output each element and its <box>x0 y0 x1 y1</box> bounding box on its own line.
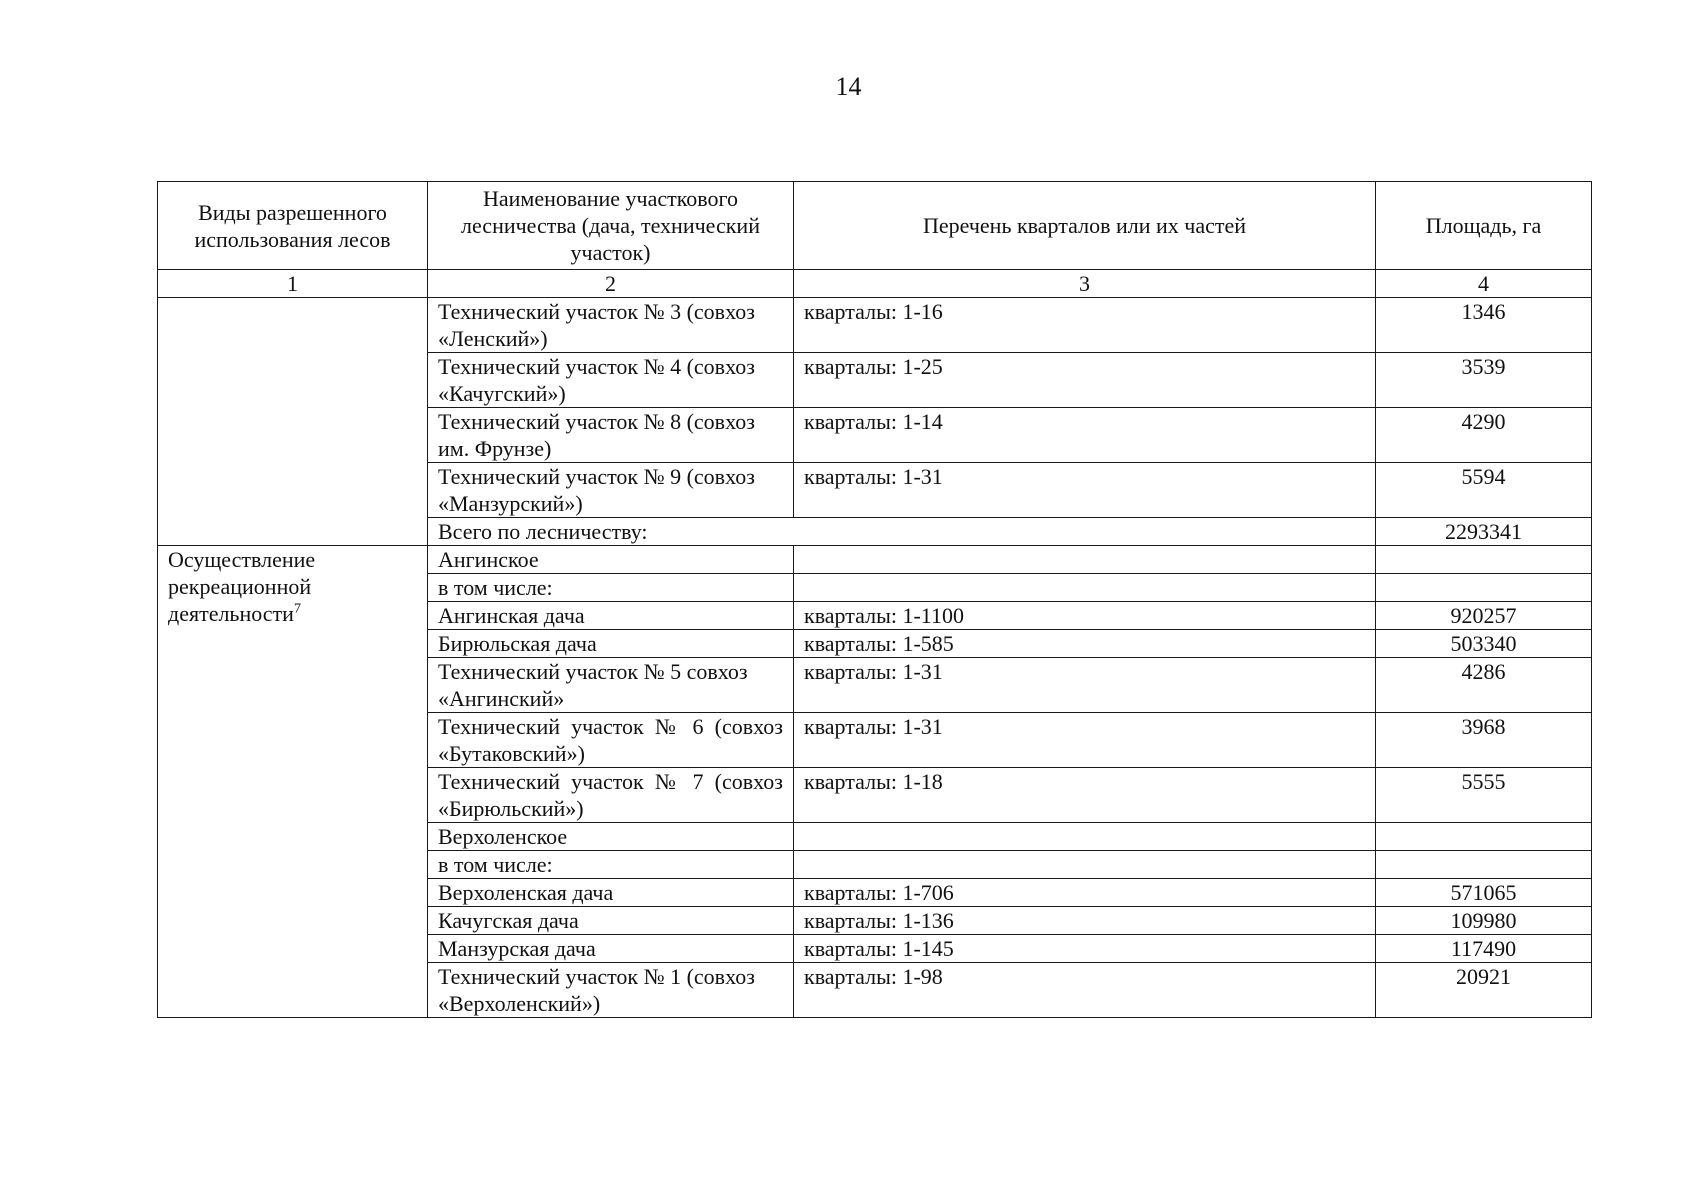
forestry-name-cell: в том числе: <box>428 851 794 879</box>
forestry-name-cell: Технический участок № 6 (совхоз «Бутаковский») <box>428 713 794 768</box>
area-cell: 4286 <box>1376 658 1592 713</box>
area-cell: 571065 <box>1376 879 1592 907</box>
quarters-cell: кварталы: 1-31 <box>794 463 1376 518</box>
forestry-name-cell: Ангинское <box>428 546 794 574</box>
forestry-name-cell: Верхоленское <box>428 823 794 851</box>
header-forestry-name: Наименование участкового лесничества (дача, технический участок) <box>428 182 794 270</box>
quarters-cell: кварталы: 1-18 <box>794 768 1376 823</box>
area-cell: 5594 <box>1376 463 1592 518</box>
forestry-name-cell: Технический участок № 7 (совхоз «Бирюльский») <box>428 768 794 823</box>
quarters-cell: кварталы: 1-1100 <box>794 602 1376 630</box>
use-type-label: Осуществление рекреационной деятельности <box>168 547 316 626</box>
total-value: 2293341 <box>1376 518 1592 546</box>
column-number: 3 <box>794 270 1376 298</box>
quarters-cell: кварталы: 1-31 <box>794 658 1376 713</box>
quarters-cell: кварталы: 1-145 <box>794 935 1376 963</box>
column-number: 4 <box>1376 270 1592 298</box>
area-cell: 20921 <box>1376 963 1592 1018</box>
quarters-cell: кварталы: 1-16 <box>794 298 1376 353</box>
footnote-marker: 7 <box>293 601 301 617</box>
quarters-cell: кварталы: 1-98 <box>794 963 1376 1018</box>
forestry-name-cell: Технический участок № 3 (совхоз «Ленский») <box>428 298 794 353</box>
quarters-cell <box>794 851 1376 879</box>
table-row <box>158 546 1592 574</box>
area-cell: 5555 <box>1376 768 1592 823</box>
column-number: 1 <box>158 270 428 298</box>
forestry-name-cell: Верхоленская дача <box>428 879 794 907</box>
header-use-type: Виды разрешенного использования лесов <box>158 182 428 270</box>
area-cell: 109980 <box>1376 907 1592 935</box>
table-header-row <box>158 182 1592 270</box>
area-cell: 1346 <box>1376 298 1592 353</box>
forestry-name-cell: Манзурская дача <box>428 935 794 963</box>
quarters-cell <box>794 574 1376 602</box>
column-number: 2 <box>428 270 794 298</box>
header-area: Площадь, га <box>1376 182 1592 270</box>
forest-use-table <box>157 181 1592 1018</box>
area-cell: 920257 <box>1376 602 1592 630</box>
quarters-cell: кварталы: 1-585 <box>794 630 1376 658</box>
forestry-name-cell: Ангинская дача <box>428 602 794 630</box>
use-type-cell <box>158 546 428 1018</box>
quarters-cell: кварталы: 1-14 <box>794 408 1376 463</box>
area-cell: 4290 <box>1376 408 1592 463</box>
column-numbers-row <box>158 270 1592 298</box>
forestry-name-cell: Технический участок № 5 совхоз «Ангинский» <box>428 658 794 713</box>
forestry-name-cell: в том числе: <box>428 574 794 602</box>
quarters-cell: кварталы: 1-136 <box>794 907 1376 935</box>
area-cell: 3539 <box>1376 353 1592 408</box>
quarters-cell: кварталы: 1-25 <box>794 353 1376 408</box>
page-number: 14 <box>835 72 862 101</box>
area-cell <box>1376 823 1592 851</box>
forestry-name-cell: Технический участок № 9 (совхоз «Манзурский») <box>428 463 794 518</box>
quarters-cell <box>794 823 1376 851</box>
table-row <box>158 298 1592 353</box>
forestry-name-cell: Качугская дача <box>428 907 794 935</box>
area-cell: 3968 <box>1376 713 1592 768</box>
forestry-name-cell: Технический участок № 8 (совхоз им. Фрунзе) <box>428 408 794 463</box>
area-cell <box>1376 574 1592 602</box>
forestry-name-cell: Бирюльская дача <box>428 630 794 658</box>
area-cell <box>1376 851 1592 879</box>
forestry-name-cell: Технический участок № 1 (совхоз «Верхоленский») <box>428 963 794 1018</box>
quarters-cell <box>794 546 1376 574</box>
total-label: Всего по лесничеству: <box>428 518 1376 546</box>
quarters-cell: кварталы: 1-31 <box>794 713 1376 768</box>
area-cell <box>1376 546 1592 574</box>
quarters-cell: кварталы: 1-706 <box>794 879 1376 907</box>
area-cell: 117490 <box>1376 935 1592 963</box>
use-type-cell-empty <box>158 298 428 546</box>
forestry-name-cell: Технический участок № 4 (совхоз «Качугский») <box>428 353 794 408</box>
area-cell: 503340 <box>1376 630 1592 658</box>
header-quarters-list: Перечень кварталов или их частей <box>794 182 1376 270</box>
